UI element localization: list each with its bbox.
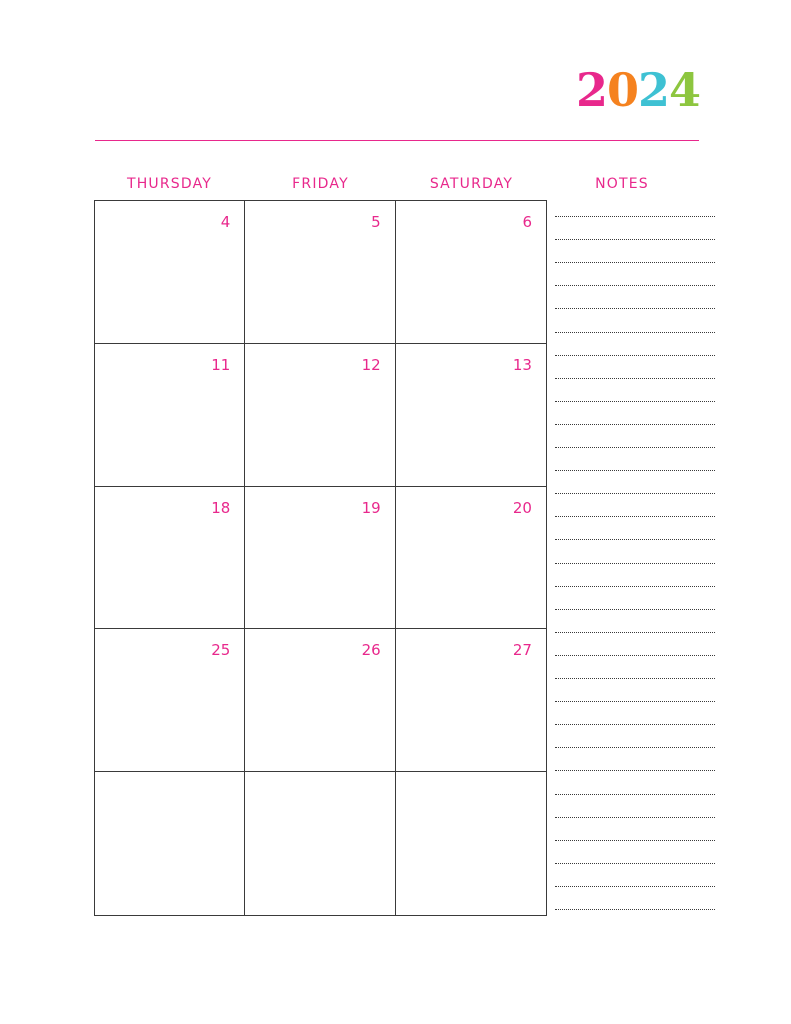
- note-line[interactable]: [555, 516, 715, 517]
- header-saturday: SATURDAY: [429, 176, 514, 192]
- day-cell[interactable]: [245, 772, 395, 915]
- date-number: 4: [220, 213, 231, 231]
- day-cell[interactable]: [95, 344, 245, 487]
- note-line[interactable]: [555, 308, 715, 309]
- year-title: [560, 62, 700, 118]
- date-number: 13: [512, 355, 532, 374]
- header-notes: NOTES: [595, 176, 649, 192]
- note-line[interactable]: [555, 563, 715, 564]
- note-line[interactable]: [555, 355, 715, 356]
- date-number: 5: [371, 213, 381, 231]
- day-cell[interactable]: [396, 772, 546, 915]
- note-line[interactable]: [555, 285, 715, 286]
- day-cell[interactable]: [396, 487, 546, 630]
- note-line[interactable]: [555, 609, 715, 610]
- day-cell[interactable]: [396, 344, 546, 487]
- note-line[interactable]: [555, 470, 715, 471]
- header-thursday: THURSDAY: [126, 176, 213, 192]
- note-line[interactable]: [555, 886, 715, 887]
- note-line[interactable]: [555, 655, 715, 656]
- day-cell[interactable]: [95, 487, 245, 630]
- note-line[interactable]: [555, 632, 715, 633]
- year-digit-3: 2: [637, 63, 669, 117]
- day-cell[interactable]: [95, 772, 245, 915]
- note-line[interactable]: [555, 840, 715, 841]
- year-digit-4: 4: [668, 63, 700, 117]
- note-line[interactable]: [555, 863, 715, 864]
- date-number: 19: [361, 498, 381, 517]
- day-cell[interactable]: [245, 487, 395, 630]
- note-line[interactable]: [555, 401, 715, 402]
- date-number: 20: [512, 498, 532, 517]
- note-line[interactable]: [555, 493, 715, 494]
- note-line[interactable]: [555, 794, 715, 795]
- year-digit-2: 0: [606, 63, 638, 117]
- note-line[interactable]: [555, 701, 715, 702]
- header-divider: [95, 140, 699, 141]
- note-line[interactable]: [555, 424, 715, 425]
- date-number: 25: [211, 641, 231, 660]
- day-cell[interactable]: [245, 629, 395, 772]
- day-cell[interactable]: [245, 201, 395, 344]
- note-line[interactable]: [555, 678, 715, 679]
- note-line[interactable]: [555, 378, 715, 379]
- note-line[interactable]: [555, 239, 715, 240]
- header-friday: FRIDAY: [292, 176, 349, 192]
- year-digit-1: 2: [575, 63, 607, 117]
- date-number: 6: [522, 213, 532, 231]
- note-line[interactable]: [555, 817, 715, 818]
- day-cell[interactable]: [245, 344, 395, 487]
- date-number: 11: [211, 355, 231, 374]
- date-number: 26: [361, 641, 381, 660]
- day-cell[interactable]: [396, 629, 546, 772]
- note-line[interactable]: [555, 586, 715, 587]
- note-line[interactable]: [555, 724, 715, 725]
- date-number: 12: [361, 355, 381, 374]
- day-cell[interactable]: [396, 201, 546, 344]
- day-cell[interactable]: [95, 201, 245, 344]
- note-line[interactable]: [555, 539, 715, 540]
- note-line[interactable]: [555, 216, 715, 217]
- note-line[interactable]: [555, 262, 715, 263]
- note-line[interactable]: [555, 770, 715, 771]
- date-number: 18: [211, 498, 231, 517]
- day-cell[interactable]: [95, 629, 245, 772]
- notes-lines[interactable]: [555, 194, 715, 918]
- note-line[interactable]: [555, 447, 715, 448]
- calendar-grid: [94, 200, 547, 916]
- note-line[interactable]: [555, 747, 715, 748]
- note-line[interactable]: [555, 332, 715, 333]
- note-line[interactable]: [555, 909, 715, 910]
- date-number: 27: [512, 641, 532, 660]
